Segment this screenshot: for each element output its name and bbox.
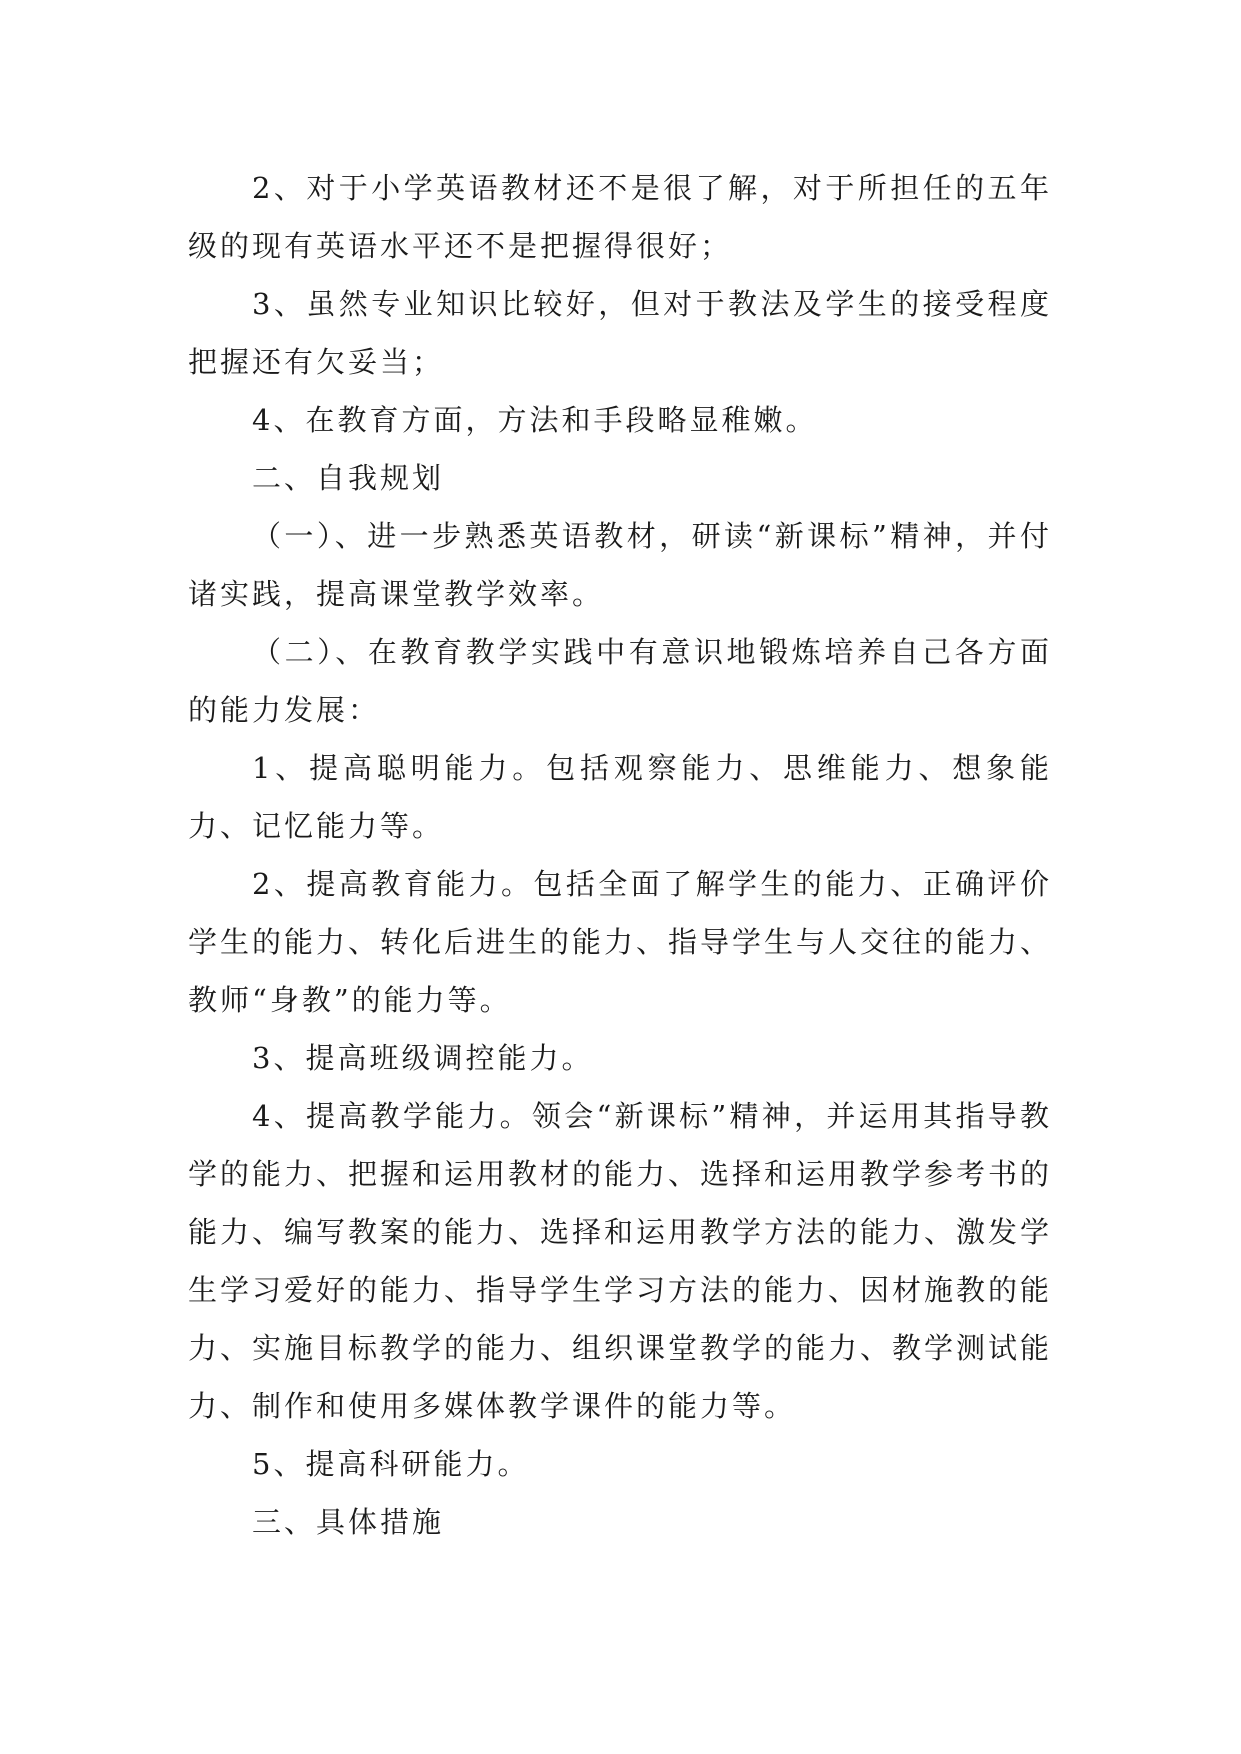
paragraph-sub-1: （一）、进一步熟悉英语教材，研读“新课标”精神，并付诸实践，提高课堂教学效率。 <box>188 519 1052 611</box>
section-heading-self-planning: 二、自我规划 <box>252 461 445 495</box>
section-heading-measures: 三、具体措施 <box>252 1505 445 1539</box>
ability-item-5: 5、提高科研能力。 <box>252 1447 530 1481</box>
ability-item-2: 2、提高教育能力。包括全面了解学生的能力、正确评价学生的能力、转化后进生的能力、指导学生与人交往的能力、教师“身教”的能力等。 <box>188 867 1053 1017</box>
paragraph-item-3: 3、虽然专业知识比较好，但对于教法及学生的接受程度把握还有欠妥当； <box>188 287 1052 379</box>
ability-item-4: 4、提高教学能力。领会“新课标”精神，并运用其指导教学的能力、把握和运用教材的能力、选择和运用教学参考书的能力、编写教案的能力、选择和运用教学方法的能力、激发学生学习爱好的能力、指导学生学习方法的能力、因材施教的能力、实施目标教学的能力、组织课堂教学的能力、教学测试能力、制作和使用多媒体教学课件的能力等。 <box>188 1099 1053 1423</box>
ability-item-3: 3、提高班级调控能力。 <box>252 1041 594 1075</box>
paragraph-sub-2: （二）、在教育教学实践中有意识地锻炼培养自己各方面的能力发展： <box>188 635 1052 727</box>
paragraph-item-4: 4、在教育方面，方法和手段略显稚嫩。 <box>252 403 818 437</box>
paragraph-item-2: 2、对于小学英语教材还不是很了解，对于所担任的五年级的现有英语水平还不是把握得很好； <box>188 171 1052 263</box>
document-body <box>188 159 1052 1551</box>
ability-item-1: 1、提高聪明能力。包括观察能力、思维能力、想象能力、记忆能力等。 <box>188 751 1052 843</box>
